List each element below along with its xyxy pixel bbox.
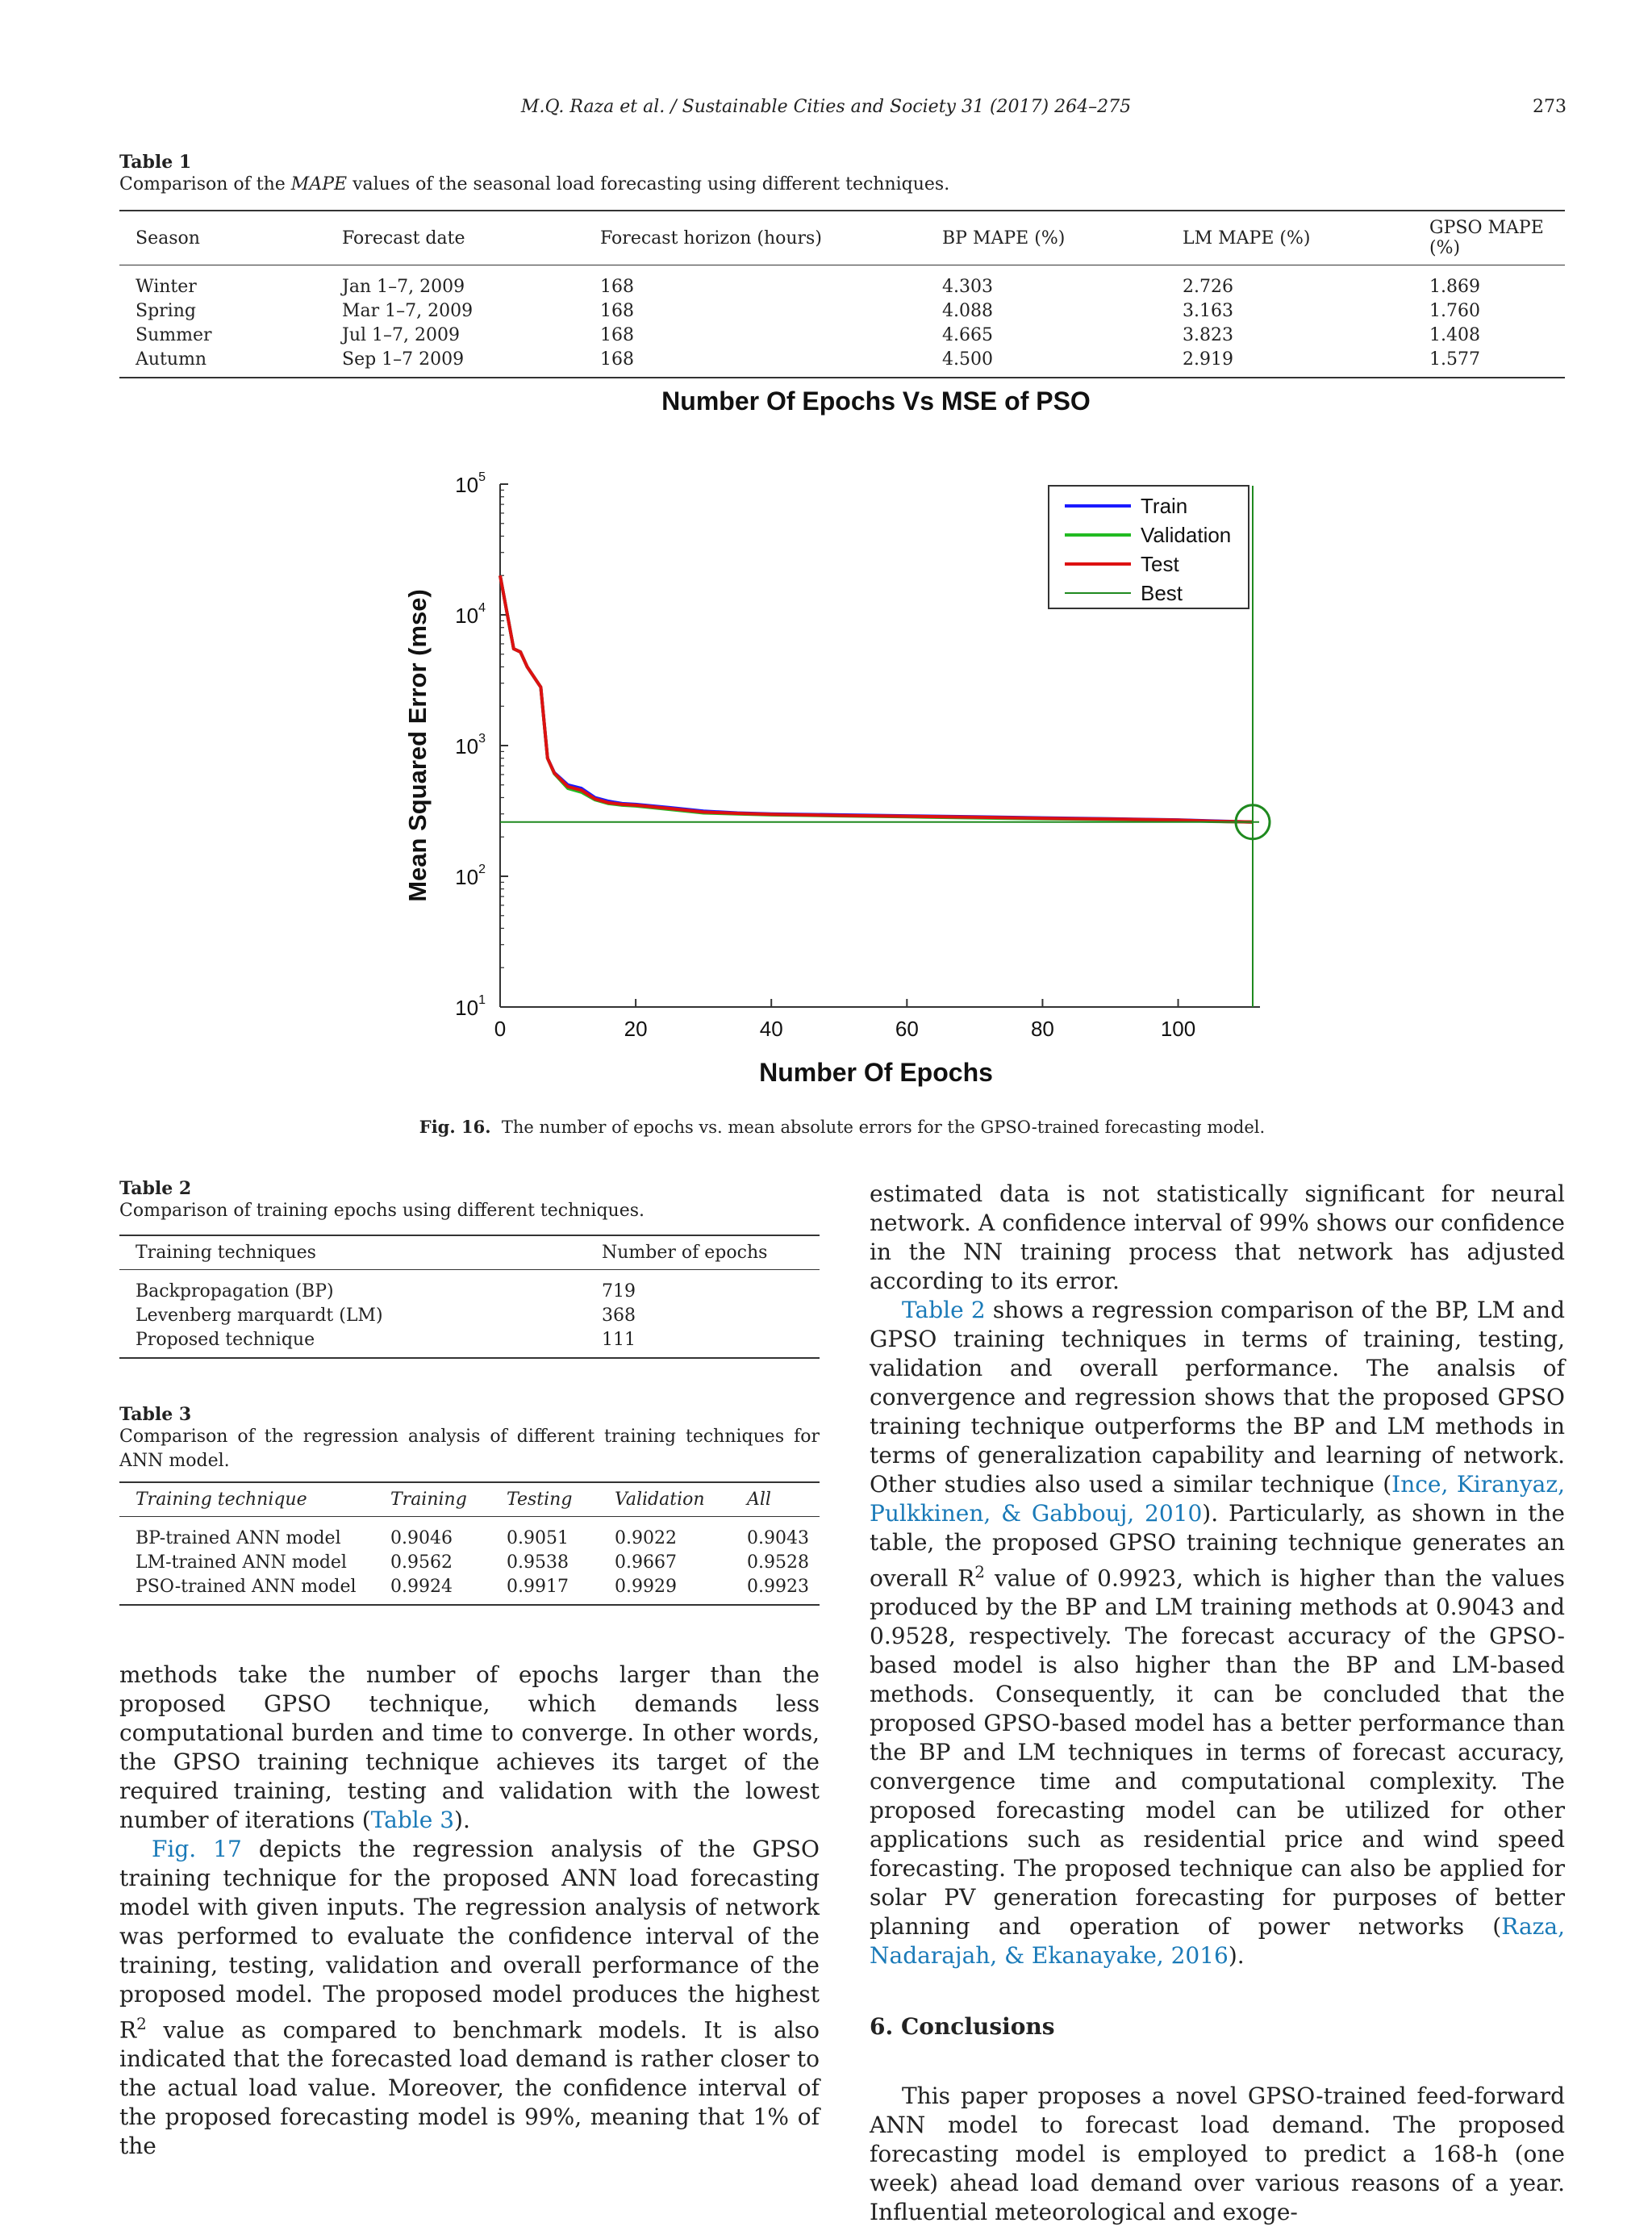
table-cell: 719 <box>602 1281 636 1302</box>
chart-legend <box>1049 486 1249 608</box>
table1-label: Table 1 <box>119 152 192 173</box>
table-cell: 0.9538 <box>507 1552 569 1573</box>
table-cell: 2.919 <box>1166 348 1413 378</box>
table-cell: 0.9528 <box>747 1552 809 1573</box>
table-row <box>119 348 1565 378</box>
table-row <box>119 1304 820 1328</box>
table2-label: Table 2 <box>119 1178 192 1199</box>
table2-reference-link[interactable]: Table 2 <box>902 1297 986 1323</box>
table-cell: 3.163 <box>1183 301 1233 321</box>
table-cell: 111 <box>586 1328 820 1358</box>
x-tick-label: 100 <box>1160 1017 1196 1041</box>
table-row <box>119 1575 820 1605</box>
table2-header-1: Number of epochs <box>586 1235 820 1270</box>
left-paragraph-1 <box>119 1661 820 1835</box>
legend-label-test: Test <box>1141 552 1179 576</box>
table-cell: Proposed technique <box>119 1328 586 1358</box>
table1-caption-post: values of the seasonal load forecasting using different techniques. <box>347 174 950 194</box>
table1-header-5: GPSO MAPE (%) <box>1413 211 1565 265</box>
table-cell: 0.9562 <box>390 1552 453 1573</box>
right-p2-d: ). <box>1228 1942 1245 1970</box>
y-tick-label: $10^3$ <box>455 732 486 758</box>
x-axis-ticks <box>494 999 1195 1041</box>
figure16-caption-label: Fig. 16. <box>419 1117 491 1137</box>
table-cell: Summer <box>136 325 212 345</box>
table-cell: 3.823 <box>1183 325 1233 345</box>
table1-caption-italic: MAPE <box>290 174 348 194</box>
chart-title: Number Of Epochs Vs MSE of PSO <box>661 386 1091 416</box>
table3-reference-link[interactable]: Table 3 <box>370 1807 455 1833</box>
table-cell: BP-trained ANN model <box>136 1528 341 1548</box>
left-p1-a: methods take the number of epochs larger than the proposed GPSO technique, which demands less computational burden and time to converge. In other words, the GPSO training technique achieves its target of the required training, testing and validation with the lowest number of iterations ( <box>119 1661 820 1833</box>
table-cell: 4.665 <box>942 325 993 345</box>
legend-label-best: Best <box>1141 581 1183 605</box>
series-line-test <box>500 575 1253 822</box>
table-cell: 168 <box>600 325 634 345</box>
table-row <box>119 1328 820 1358</box>
table-cell: Mar 1–7, 2009 <box>342 301 473 321</box>
table-cell: Jan 1–7, 2009 <box>342 277 465 297</box>
journal-citation: M.Q. Raza et al. / Sustainable Cities and Society 31 (2017) 264–275 <box>520 97 1132 117</box>
table-cell: 2.726 <box>1183 277 1233 297</box>
running-head <box>0 97 1652 129</box>
right-column-text <box>870 1180 1565 2227</box>
left-p2-sup: 2 <box>136 2014 147 2033</box>
table3-block <box>119 1404 820 1606</box>
table1-header-0: Season <box>119 211 326 265</box>
table-cell: LM-trained ANN model <box>136 1552 347 1573</box>
x-tick-label: 0 <box>494 1017 507 1041</box>
table-cell: 1.760 <box>1429 301 1480 321</box>
legend-label-train: Train <box>1141 494 1188 518</box>
right-p2-sup: 2 <box>974 1562 986 1581</box>
left-p2-a: depicts the regression analysis of the GPSO training technique for the proposed ANN load forecasting model with given inputs. The regression analysis of network was performed to evaluate the confidence interval of the training, testing, validation and overall performance of the proposed model. The proposed model produces the highest R <box>119 1836 820 2044</box>
table2-caption: Comparison of training epochs using different techniques. <box>119 1201 645 1221</box>
right-paragraph-3: This paper proposes a novel GPSO-trained feed-forward ANN model to forecast load demand. The proposed forecasting model is employed to predict a 168-h (one week) ahead load demand over various reasons of a year. Influential meteorological and exoge- <box>870 2083 1565 2226</box>
table1-header-4: LM MAPE (%) <box>1166 211 1413 265</box>
table-cell: Backpropagation (BP) <box>136 1281 334 1302</box>
table-cell: 0.9917 <box>490 1575 599 1605</box>
table-cell: 368 <box>602 1306 636 1326</box>
table-cell: 0.9929 <box>599 1575 731 1605</box>
table2 <box>119 1235 820 1359</box>
table-cell: PSO-trained ANN model <box>119 1575 374 1605</box>
table3-caption: Comparison of the regression analysis of different training techniques for ANN model. <box>119 1427 820 1471</box>
table-cell: 0.9046 <box>390 1528 453 1548</box>
page-number: 273 <box>1533 97 1566 117</box>
table1-header-1: Forecast date <box>326 211 584 265</box>
fig17-reference-link[interactable]: Fig. 17 <box>152 1836 242 1862</box>
figure16-chart <box>355 379 1323 1105</box>
table2-block <box>119 1178 820 1359</box>
x-tick-label: 20 <box>624 1017 648 1041</box>
table-row <box>119 324 1565 348</box>
table-row <box>119 265 1565 300</box>
table-cell: 1.408 <box>1429 325 1480 345</box>
table-cell: 4.088 <box>942 301 993 321</box>
table1-header-2: Forecast horizon (hours) <box>584 211 926 265</box>
table-row <box>119 1270 820 1305</box>
table-cell: Jul 1–7, 2009 <box>342 325 460 345</box>
table-row <box>119 299 1565 324</box>
right-paragraph-1: estimated data is not statistically significant for neural network. A confidence interval of 99% shows our confidence in the NN training process that network has adjusted according to its error. <box>870 1180 1565 1294</box>
left-column-text <box>119 1661 820 2161</box>
table-cell: 0.9667 <box>615 1552 677 1573</box>
ince-citation-link[interactable]: Ince, Kiranyaz, Pulkkinen, & Gabbouj, 2010 <box>870 1471 1566 1527</box>
table-cell: 168 <box>584 348 926 378</box>
table-cell: Winter <box>136 277 197 297</box>
table-cell: Levenberg marquardt (LM) <box>136 1306 383 1326</box>
table-cell: 1.869 <box>1429 277 1480 297</box>
series-line-train <box>500 575 1253 822</box>
series-line-validation <box>500 575 1253 822</box>
y-axis-label: Mean Squared Error (mse) <box>403 589 432 902</box>
figure16-caption <box>119 1117 1565 1137</box>
table-cell: 4.303 <box>942 277 993 297</box>
section-heading-conclusions: 6. Conclusions <box>870 2013 1055 2041</box>
left-paragraph-2 <box>119 1835 820 2161</box>
legend-label-validation: Validation <box>1141 523 1232 547</box>
figure16-caption-text: The number of epochs vs. mean absolute errors for the GPSO-trained forecasting model. <box>501 1118 1266 1137</box>
left-p2-b: value as compared to benchmark models. It is also indicated that the forecasted load demand is rather closer to the actual load value. Moreover, the confidence interval of the proposed forecasting model is 99%, meaning that 1% of the <box>119 2016 820 2160</box>
table3-label: Table 3 <box>119 1404 192 1425</box>
table-cell: Spring <box>136 301 196 321</box>
y-tick-label: $10^1$ <box>455 993 486 1020</box>
table3-header-4: All <box>731 1482 820 1517</box>
right-p2-c: value of 0.9923, which is higher than the values produced by the BP and LM training methods at 0.9043 and 0.9528, respectively. The forecast accuracy of the GPSO-based model is also higher than the BP and LM-based methods. Consequently, it can be concluded that the proposed GPSO-based model has a better performance than the BP and LM techniques in terms of forecast accuracy, convergence time and computational complexity. The proposed forecasting model can be utilized for other applications such as residential price and wind speed forecasting. The proposed technique can also be applied for solar PV generation forecasting for purposes of better planning and operation of power networks ( <box>870 1565 1566 1941</box>
table1 <box>119 210 1565 378</box>
table1-caption-pre: Comparison of the <box>119 174 291 194</box>
table3 <box>119 1481 820 1606</box>
x-tick-label: 80 <box>1030 1017 1054 1041</box>
table-cell: 0.9051 <box>507 1528 569 1548</box>
table2-header-0: Training techniques <box>119 1235 586 1270</box>
x-axis-label: Number Of Epochs <box>759 1058 993 1087</box>
table-cell: 0.9043 <box>747 1528 809 1548</box>
x-tick-label: 60 <box>895 1017 919 1041</box>
table-cell: Sep 1–7 2009 <box>326 348 584 378</box>
table-cell: 168 <box>600 277 634 297</box>
table-cell: 0.9022 <box>615 1528 677 1548</box>
table3-header-3: Validation <box>599 1482 731 1517</box>
right-paragraph-2 <box>870 1296 1565 1970</box>
right-p2-b: ). Particularly, as shown in the table, the proposed GPSO training technique generates an overall R <box>870 1500 1565 1592</box>
table3-header-0: Training technique <box>119 1482 374 1517</box>
right-p2-a: shows a regression comparison of the BP, LM and GPSO training techniques in terms of training, testing, validation and overall performance. The analsis of convergence and regression shows that the proposed GPSO training technique outperforms the BP and LM methods in terms of generalization capability and learning of network. Other studies also used a similar technique ( <box>870 1297 1566 1498</box>
table1-header-3: BP MAPE (%) <box>926 211 1166 265</box>
table-cell: 168 <box>600 301 634 321</box>
table1-caption <box>119 173 1565 197</box>
raza-citation-link[interactable]: Raza, Nadarajah, & Ekanayake, 2016 <box>870 1913 1565 1970</box>
series-layer <box>500 575 1253 822</box>
left-p1-b: ). <box>454 1807 470 1833</box>
table-row <box>119 1551 820 1575</box>
table3-header-1: Training <box>374 1482 490 1517</box>
table3-header-2: Testing <box>490 1482 599 1517</box>
table-cell: 1.577 <box>1413 348 1565 378</box>
table-cell: 0.9923 <box>731 1575 820 1605</box>
table-cell: Autumn <box>119 348 326 378</box>
y-tick-label: $10^4$ <box>455 601 486 628</box>
y-tick-label: $10^5$ <box>455 470 486 497</box>
table-row <box>119 1517 820 1552</box>
table1-block <box>119 152 1565 378</box>
table-cell: 0.9924 <box>374 1575 490 1605</box>
x-tick-label: 40 <box>759 1017 783 1041</box>
table-cell: 4.500 <box>926 348 1166 378</box>
y-tick-label: $10^2$ <box>455 863 486 889</box>
